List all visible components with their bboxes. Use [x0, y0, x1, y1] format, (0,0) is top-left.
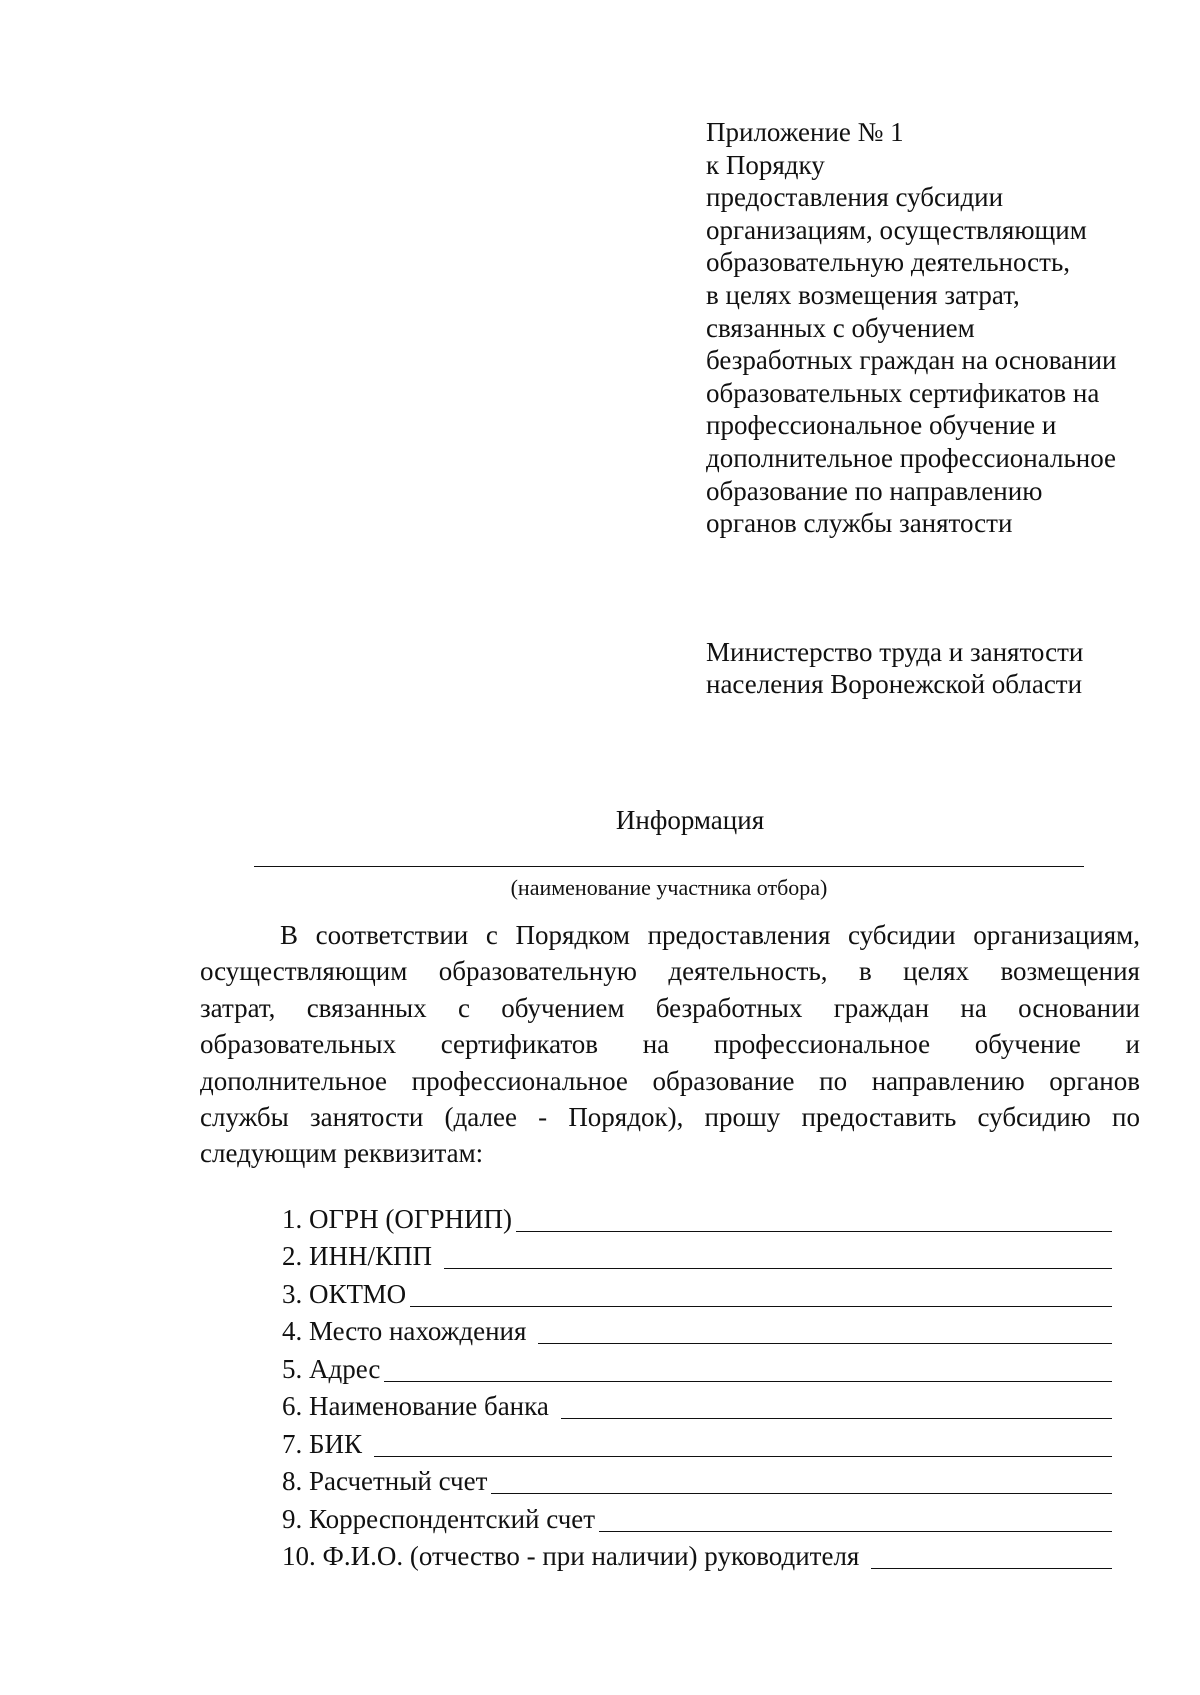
appendix-line: предоставления субсидии	[706, 182, 1004, 213]
requisite-blank-field[interactable]	[599, 1530, 1112, 1532]
paragraph-word: образование	[652, 1065, 795, 1096]
paragraph-word: возмещения	[1000, 956, 1140, 987]
requisite-label: 8. Расчетный счет	[282, 1466, 488, 1496]
requisite-label: 6. Наименование банка	[282, 1391, 549, 1421]
paragraph-word: обучение	[974, 1029, 1081, 1060]
recipient-line: населения Воронежской области	[706, 669, 1083, 699]
requisite-blank-field[interactable]	[871, 1567, 1112, 1569]
paragraph-word: субсидии	[848, 920, 956, 950]
paragraph-word: занятости	[309, 1102, 424, 1133]
requisite-blank-field[interactable]	[374, 1455, 1112, 1457]
paragraph-word: граждан	[833, 992, 930, 1023]
requisite-blank-field[interactable]	[561, 1417, 1112, 1419]
paragraph-word: затрат,	[200, 992, 276, 1023]
paragraph-word: В	[280, 920, 299, 950]
paragraph-word: организациям,	[973, 920, 1140, 950]
paragraph-word: с	[457, 992, 470, 1023]
paragraph-word: обучением	[501, 992, 625, 1023]
paragraph-word: связанных	[306, 992, 427, 1023]
paragraph-word: следующим реквизитам:	[200, 1138, 484, 1169]
paragraph-word: предоставления	[647, 920, 831, 950]
requisite-item	[282, 1347, 1112, 1385]
paragraph-word: по	[1112, 1102, 1140, 1133]
paragraph-word: целях	[903, 956, 969, 987]
appendix-line: безработных граждан на основании	[706, 345, 1117, 376]
appendix-block	[706, 116, 1176, 540]
appendix-line: образовательных сертификатов на	[706, 377, 1100, 408]
paragraph-word: сертификатов	[440, 1029, 599, 1060]
paragraph-word: (далее	[444, 1102, 517, 1133]
paragraph-line	[200, 1026, 1140, 1062]
paragraph-line	[200, 953, 1140, 989]
paragraph-word: службы	[200, 1102, 289, 1133]
paragraph-word: органов	[1049, 1065, 1140, 1096]
requisite-blank-field[interactable]	[410, 1305, 1112, 1307]
requisite-item	[282, 1310, 1112, 1348]
recipient-block	[706, 636, 1176, 700]
appendix-line: образование по направлению	[706, 475, 1043, 506]
requisite-label: 3. ОКТМО	[282, 1278, 407, 1309]
appendix-line: в целях возмещения затрат,	[706, 279, 1020, 310]
appendix-line: связанных с обучением	[706, 312, 975, 343]
paragraph-word: с	[485, 920, 498, 950]
paragraph-word: -	[538, 1102, 548, 1133]
paragraph-word: прошу	[704, 1102, 781, 1133]
requisite-label: 9. Корреспондентский счет	[282, 1503, 596, 1534]
paragraph-line	[200, 1063, 1140, 1099]
requisite-label: 2. ИНН/КПП	[282, 1241, 433, 1271]
requisite-blank-field[interactable]	[516, 1230, 1112, 1232]
paragraph-word: Порядком	[515, 920, 630, 950]
requisites-list	[282, 1197, 1112, 1572]
requisite-label: 1. ОГРН (ОГРНИП)	[282, 1203, 512, 1234]
requisite-item	[282, 1422, 1112, 1460]
requisite-item	[282, 1235, 1112, 1273]
paragraph-word: в	[858, 956, 872, 987]
participant-name-field[interactable]	[254, 866, 1084, 867]
appendix-line: организациям, осуществляющим	[706, 214, 1087, 245]
appendix-line: профессиональное обучение и	[706, 410, 1057, 441]
paragraph-line	[200, 990, 1140, 1026]
paragraph-word: и	[1125, 1029, 1140, 1060]
requisite-item	[282, 1197, 1112, 1235]
paragraph-word: безработных	[655, 992, 803, 1023]
requisite-label: 10. Ф.И.О. (отчество - при наличии) руководителя	[282, 1541, 860, 1571]
paragraph-word: Порядок),	[568, 1102, 684, 1133]
paragraph-word: субсидию	[977, 1102, 1091, 1133]
appendix-line: Приложение № 1	[706, 117, 904, 147]
participant-name-caption: (наименование участника отбора)	[510, 875, 828, 900]
paragraph-word: соответствии	[315, 920, 469, 950]
requisite-item	[282, 1385, 1112, 1423]
paragraph-word: дополнительное	[200, 1065, 388, 1096]
paragraph-line	[200, 1135, 1140, 1171]
requisite-item	[282, 1460, 1112, 1498]
requisite-label: 5. Адрес	[282, 1353, 381, 1384]
paragraph-word: по	[819, 1065, 848, 1096]
paragraph-word: на	[642, 1029, 670, 1060]
paragraph-word: профессиональное	[713, 1029, 931, 1060]
paragraph-word: осуществляющим	[200, 956, 408, 987]
paragraph-line	[200, 1099, 1140, 1135]
recipient-line: Министерство труда и занятости	[706, 637, 1084, 667]
requisite-blank-field[interactable]	[491, 1492, 1112, 1494]
requisite-blank-field[interactable]	[444, 1267, 1112, 1269]
paragraph-word: образовательных	[200, 1029, 397, 1060]
requisite-blank-field[interactable]	[538, 1342, 1112, 1344]
appendix-line: дополнительное профессиональное	[706, 442, 1117, 473]
appendix-line: органов службы занятости	[706, 508, 1013, 539]
body-paragraph	[200, 917, 1140, 1172]
paragraph-word: направлению	[871, 1065, 1025, 1096]
requisite-item	[282, 1497, 1112, 1535]
requisite-label: 7. БИК	[282, 1428, 363, 1459]
paragraph-word: на	[960, 992, 987, 1023]
paragraph-word: профессиональное	[411, 1065, 628, 1096]
requisite-item	[282, 1535, 1112, 1573]
paragraph-word: предоставить	[801, 1102, 957, 1133]
paragraph-line	[200, 917, 1140, 953]
requisite-item	[282, 1272, 1112, 1310]
document-title: Информация	[615, 805, 765, 835]
appendix-line: образовательную деятельность,	[706, 247, 1071, 278]
paragraph-word: деятельность,	[668, 956, 828, 987]
paragraph-word: образовательную	[438, 956, 637, 987]
appendix-line: к Порядку	[706, 149, 825, 180]
requisite-label: 4. Место нахождения	[282, 1316, 527, 1346]
requisite-blank-field[interactable]	[384, 1380, 1112, 1382]
paragraph-word: основании	[1018, 992, 1140, 1023]
